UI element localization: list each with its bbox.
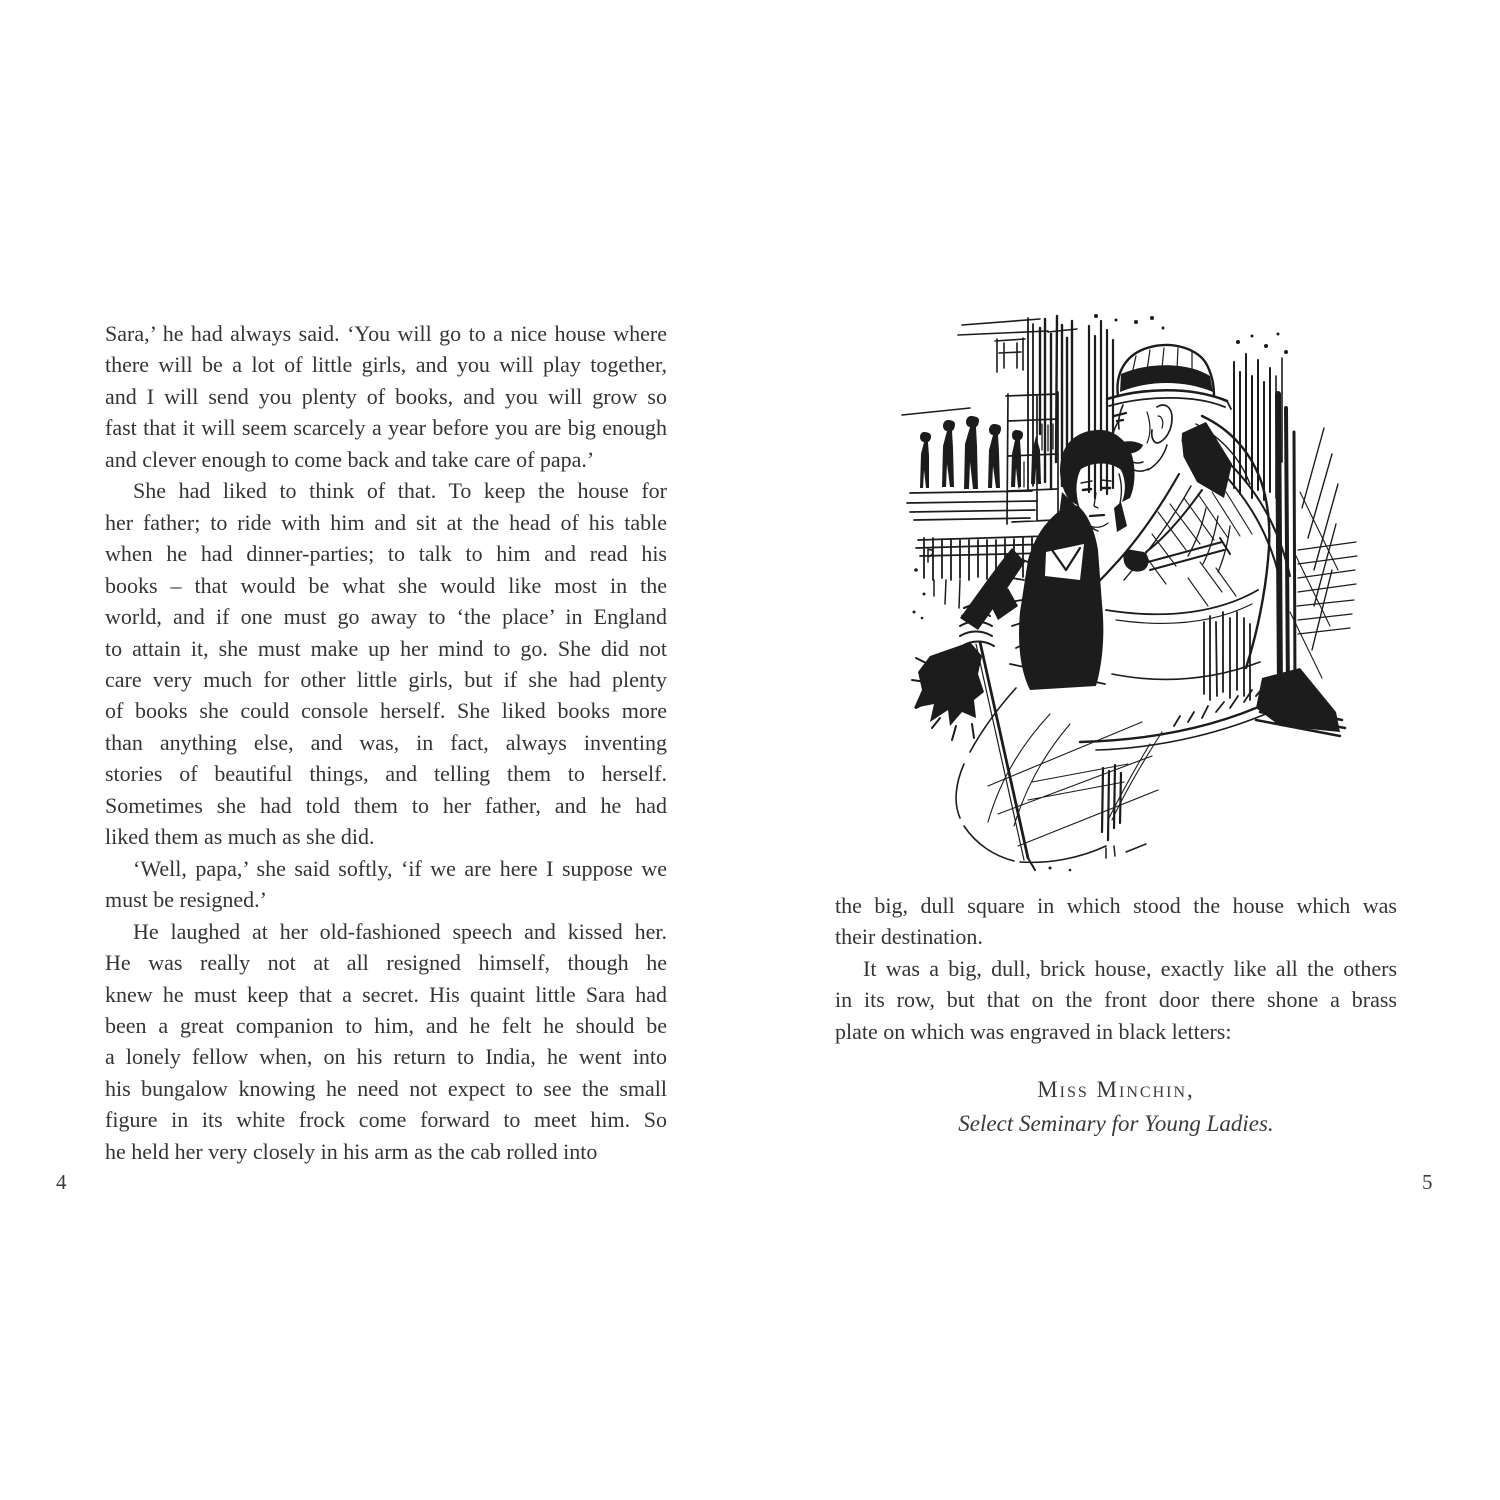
left-page-text: [105, 318, 667, 1167]
brass-plate-subtitle: Select Seminary for Young Ladies.: [958, 1111, 1274, 1137]
text-line: world, and if one must go away to ‘the place’ in England: [105, 604, 667, 630]
text-line: Sometimes she had told them to her father, and he had: [105, 792, 667, 818]
text-line: there will be a lot of little girls, and you will play together,: [105, 352, 667, 378]
skirt-sketch: [956, 688, 1162, 871]
cab-illustration: [900, 312, 1360, 877]
text-line: his bungalow knowing he need not expect to see the small: [105, 1075, 667, 1101]
right-page-text: [835, 890, 1397, 1141]
text-line: must be resigned.’: [105, 887, 267, 913]
text-line: ‘Well, papa,’ she said softly, ‘if we are here I suppose we: [133, 855, 667, 881]
page-number-left: 4: [56, 1170, 67, 1194]
text-line: Sara,’ he had always said. ‘You will go to a nice house where: [105, 321, 667, 346]
text-line: the big, dull square in which stood the house which was: [835, 893, 1397, 918]
text-line: liked them as much as she did.: [105, 824, 375, 850]
text-line: books – that would be what she would like most in the: [105, 572, 667, 598]
text-line: her father; to ride with him and sit at the head of his table: [105, 509, 667, 535]
text-line: stories of beautiful things, and telling them to herself.: [105, 761, 667, 787]
page-number-right: 5: [1422, 1170, 1433, 1194]
text-line: She had liked to think of that. To keep the house for: [133, 478, 667, 504]
text-line: their destination.: [835, 924, 983, 950]
text-line: He laughed at her old-fashioned speech and kissed her.: [133, 918, 667, 944]
text-line: a lonely fellow when, on his return to India, he went into: [105, 1044, 667, 1070]
muff-and-cane: [912, 588, 1035, 870]
text-line: and clever enough to come back and take care of papa.’: [105, 446, 595, 472]
text-line: and I will send you plenty of books, and you will grow so: [105, 383, 667, 409]
pedestrian-silhouettes: [920, 416, 1041, 489]
text-line: than anything else, and was, in fact, always inventing: [105, 729, 667, 755]
text-line: figure in its white frock come forward to meet him. So: [105, 1107, 667, 1133]
text-line: He was really not at all resigned himself, though he: [105, 950, 667, 976]
text-line: care very much for other little girls, but if she had plenty: [105, 666, 667, 692]
text-line: fast that it will seem scarcely a year before you are big enough: [105, 415, 667, 441]
text-line: of books she could console herself. She liked books more: [105, 698, 667, 724]
text-line: It was a big, dull, brick house, exactly like all the others: [863, 955, 1397, 981]
text-line: knew he must keep that a secret. His quaint little Sara had: [105, 981, 667, 1007]
text-line: been a great companion to him, and he felt he should be: [105, 1012, 667, 1038]
text-line: when he had dinner-parties; to talk to him and read his: [105, 541, 667, 567]
brass-plate-inscription: [835, 1073, 1397, 1141]
brass-plate-name: Miss Minchin,: [1037, 1077, 1195, 1103]
text-line: he held her very closely in his arm as the cab rolled into: [105, 1138, 598, 1164]
right-page-paragraphs: [835, 890, 1397, 1047]
text-line: to attain it, she must make up her mind to go. She did not: [105, 635, 667, 661]
text-line: in its row, but that on the front door there shone a brass: [835, 987, 1397, 1013]
text-line: plate on which was engraved in black letters:: [835, 1018, 1232, 1044]
